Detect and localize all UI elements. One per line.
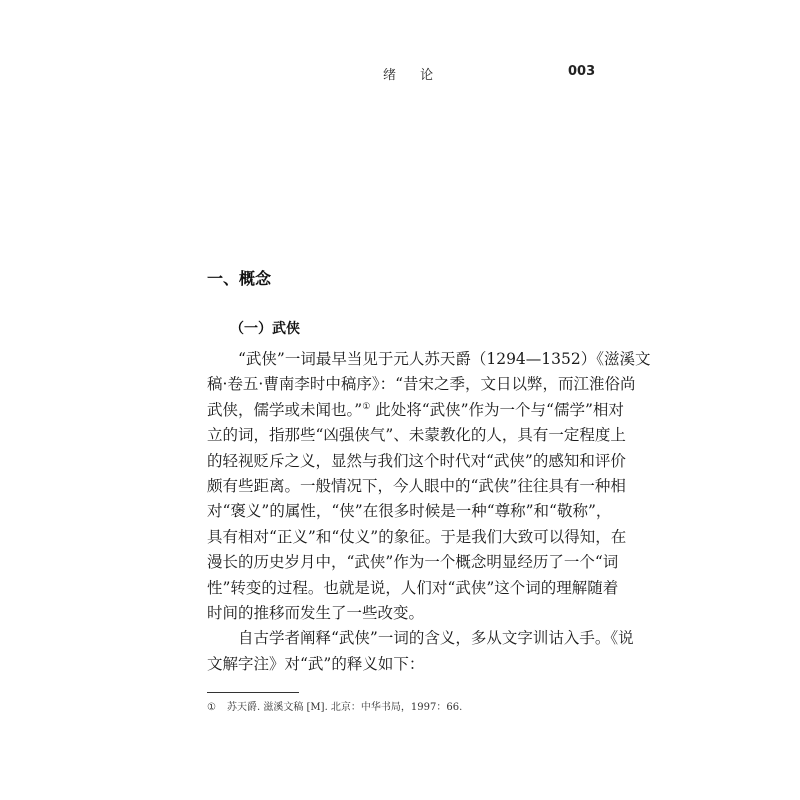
body-text [207, 347, 651, 677]
paragraph-line: 稿·卷五·曹南李时中稿序》：“昔宋之季，文日以弊，而江淮俗尚 [207, 375, 636, 394]
footnote-mark: ① [207, 702, 216, 713]
paragraph-line: 对“褒义”的属性，“侠”在很多时候是一种“尊称”和“敬称”， [207, 502, 612, 521]
paragraph-line: 漫长的历史岁月中，“武侠”作为一个概念明显经历了一个“词 [207, 553, 619, 572]
subsection-heading: （一）武侠 [230, 321, 300, 337]
paragraph-text: 武侠，儒学或未闻也。” [207, 400, 363, 419]
paragraph-line: 具有相对“正义”和“仗义”的象征。于是我们大致可以得知，在 [207, 527, 627, 546]
footnote [207, 698, 462, 713]
paragraph-line: 性”转变的过程。也就是说，人们对“武侠”这个词的理解随着 [207, 578, 619, 597]
paragraph-line: 自古学者阐释“武侠”一词的含义，多从文字训诂入手。《说 [238, 629, 634, 648]
running-header [0, 64, 800, 84]
page-number: 003 [568, 64, 596, 79]
section-heading: 一、概念 [207, 269, 272, 288]
paragraph-line: 时间的推移而发生了一些改变。 [207, 604, 425, 623]
paragraph-line: 文解字注》对“武”的释义如下： [207, 654, 425, 673]
footnote-reference[interactable]: ① [362, 401, 371, 412]
paragraph-line: 的轻视贬斥之义，显然与我们这个时代对“武侠”的感知和评价 [207, 451, 626, 470]
paragraph-text: 此处将“武侠”作为一个与“儒学”相对 [375, 400, 624, 419]
footnote-divider [207, 692, 299, 693]
paragraph-line: “武侠”一词最早当见于元人苏天爵（1294—1352）《滋溪文 [238, 350, 651, 368]
paragraph-line: 颇有些距离。一般情况下，今人眼中的“武侠”往往具有一种相 [207, 477, 626, 496]
running-title: 绪 论 [383, 68, 444, 83]
paragraph-line: 立的词，指那些“凶强侠气”、未蒙教化的人，具有一定程度上 [207, 426, 626, 445]
footnote-text: 苏天爵. 滋溪文稿 [M]. 北京：中华书局，1997：66. [227, 702, 463, 713]
paragraph-line-with-footnote [207, 398, 624, 423]
